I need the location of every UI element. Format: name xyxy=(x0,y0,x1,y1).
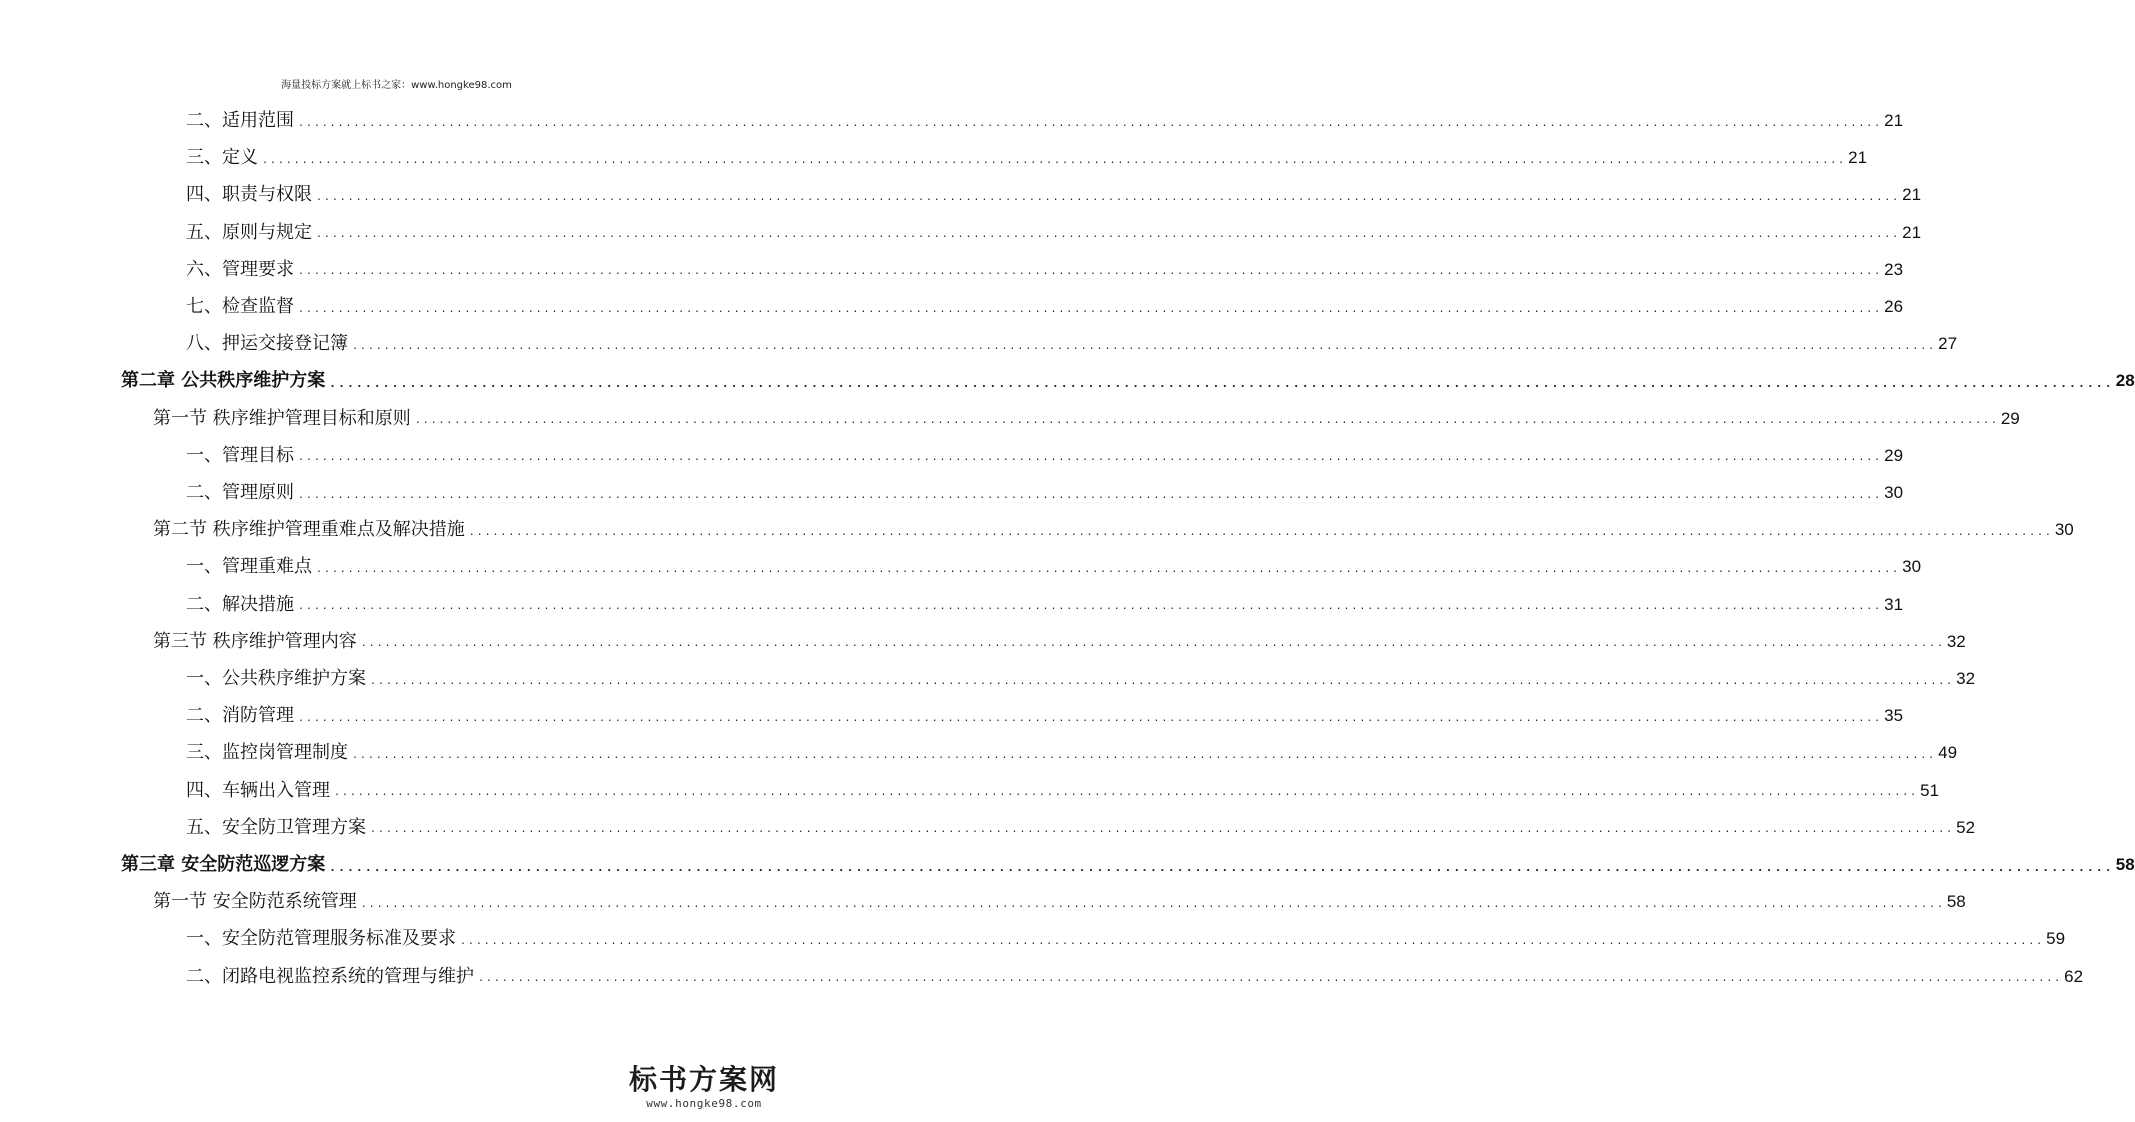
toc-leader-dots: ........................................................................................................................................................................................................ xyxy=(298,489,1883,501)
toc-entry-page: 32 xyxy=(1956,669,1976,688)
toc-entry[interactable] xyxy=(153,623,1966,660)
toc-entry[interactable] xyxy=(186,102,1904,139)
toc-entry-label: 二、解决措施 xyxy=(186,593,294,615)
toc-entry[interactable] xyxy=(186,548,1922,585)
toc-leader-dots: ........................................................................................................................................................................................................ xyxy=(370,824,1955,836)
page-header: 海量投标方案就上标书之家：www.hongke98.com xyxy=(281,80,512,91)
toc-entry[interactable] xyxy=(186,474,1904,511)
toc-entry[interactable] xyxy=(153,511,2074,548)
toc-entry[interactable] xyxy=(153,883,1966,920)
toc-entry[interactable] xyxy=(121,846,2135,883)
toc-leader-dots: ........................................................................................................................................................................................................ xyxy=(316,229,1901,241)
toc-entry-label: 一、管理目标 xyxy=(186,444,294,466)
toc-entry-label: 三、监控岗管理制度 xyxy=(186,742,348,764)
toc-entry-label: 二、消防管理 xyxy=(186,705,294,727)
toc-entry-page: 49 xyxy=(1938,743,1958,763)
toc-entry-label: 第一节 秩序维护管理目标和原则 xyxy=(153,407,411,429)
toc-entry-page: 32 xyxy=(1946,631,1966,651)
toc-entry-label: 第二章 公共秩序维护方案 xyxy=(121,370,326,392)
toc-entry[interactable] xyxy=(186,325,1958,362)
toc-entry[interactable] xyxy=(121,362,2135,399)
toc-entry[interactable] xyxy=(153,400,2020,437)
toc-entry-page: 30 xyxy=(1884,483,1904,502)
toc-leader-dots: ........................................................................................................................................................................................................ xyxy=(316,563,1901,575)
toc-entry-page: 30 xyxy=(1902,557,1922,577)
toc-leader-dots: ........................................................................................................................................................................................................ xyxy=(262,154,1847,166)
toc-entry-page: 26 xyxy=(1884,297,1904,316)
toc-entry-page: 23 xyxy=(1884,259,1904,279)
toc-entry-label: 六、管理要求 xyxy=(186,258,294,280)
toc-entry-page: 59 xyxy=(2046,929,2066,949)
brand-name: 标书方案网 xyxy=(629,1063,780,1096)
toc-entry-page: 52 xyxy=(1956,817,1976,837)
toc-entry[interactable] xyxy=(186,586,1904,623)
toc-entry[interactable] xyxy=(186,958,2084,995)
toc-leader-dots: ........................................................................................................................................................................................................ xyxy=(352,749,1937,761)
toc-entry-label: 二、闭路电视监控系统的管理与维护 xyxy=(186,965,474,987)
toc-leader-dots: ........................................................................................................................................................................................................ xyxy=(370,675,1955,687)
toc-entry[interactable] xyxy=(186,288,1904,325)
toc-leader-dots: ........................................................................................................................................................................................................ xyxy=(329,860,2114,874)
toc-entry-label: 八、押运交接登记簿 xyxy=(186,333,348,355)
toc-entry-label: 四、职责与权限 xyxy=(186,184,312,206)
toc-entry-label: 二、适用范围 xyxy=(186,110,294,131)
toc-leader-dots: ........................................................................................................................................................................................................ xyxy=(329,376,2114,390)
toc-leader-dots: ........................................................................................................................................................................................................ xyxy=(478,973,2063,985)
toc-leader-dots: ........................................................................................................................................................................................................ xyxy=(298,303,1883,315)
toc-leader-dots: ........................................................................................................................................................................................................ xyxy=(460,935,2045,947)
brand-watermark xyxy=(629,1063,779,1110)
toc-entry-page: 21 xyxy=(1884,111,1904,130)
toc-entry-label: 三、定义 xyxy=(186,147,258,169)
toc-leader-dots: ........................................................................................................................................................................................................ xyxy=(414,415,1999,427)
toc-leader-dots: ........................................................................................................................................................................................................ xyxy=(316,191,1901,203)
toc-entry[interactable] xyxy=(186,214,1922,251)
toc-entry-label: 七、检查监督 xyxy=(186,296,294,317)
toc-entry[interactable] xyxy=(186,176,1922,213)
toc-entry-page: 30 xyxy=(2054,520,2074,540)
toc-entry-page: 51 xyxy=(1920,780,1940,800)
toc-entry-page: 21 xyxy=(1902,185,1922,205)
toc-leader-dots: ........................................................................................................................................................................................................ xyxy=(298,452,1883,464)
toc-leader-dots: ........................................................................................................................................................................................................ xyxy=(334,787,1919,799)
toc-entry-label: 四、车辆出入管理 xyxy=(186,779,330,801)
toc-leader-dots: ........................................................................................................................................................................................................ xyxy=(360,638,1945,650)
toc-entry[interactable] xyxy=(186,809,1976,846)
toc-entry-page: 28 xyxy=(2115,371,2135,391)
toc-entry-page: 58 xyxy=(2115,855,2135,874)
brand-url: www.hongke98.com xyxy=(646,1097,762,1110)
toc-entry-label: 五、原则与规定 xyxy=(186,221,312,243)
toc-entry-page: 29 xyxy=(2000,408,2020,428)
toc-entry[interactable] xyxy=(186,772,1940,809)
toc-entry-label: 第一节 安全防范系统管理 xyxy=(153,891,357,913)
toc-entry-label: 五、安全防卫管理方案 xyxy=(186,816,366,838)
toc-entry[interactable] xyxy=(186,920,2066,957)
toc-entry[interactable] xyxy=(186,251,1904,288)
toc-entry-page: 35 xyxy=(1884,706,1904,726)
toc-entry-label: 第二节 秩序维护管理重难点及解决措施 xyxy=(153,519,465,541)
toc-entry-page: 58 xyxy=(1946,892,1966,912)
toc-leader-dots: ........................................................................................................................................................................................................ xyxy=(298,712,1883,724)
toc-entry-page: 21 xyxy=(1902,222,1922,242)
toc-leader-dots: ........................................................................................................................................................................................................ xyxy=(298,117,1883,129)
toc-entry-label: 二、管理原则 xyxy=(186,482,294,503)
toc-leader-dots: ........................................................................................................................................................................................................ xyxy=(468,526,2053,538)
toc-leader-dots: ........................................................................................................................................................................................................ xyxy=(360,898,1945,910)
toc-entry[interactable] xyxy=(186,139,1868,176)
toc-entry-label: 第三章 安全防范巡逻方案 xyxy=(121,854,326,875)
toc-entry-page: 27 xyxy=(1938,334,1958,354)
toc-entry-label: 一、管理重难点 xyxy=(186,556,312,578)
toc-entry-page: 31 xyxy=(1884,594,1904,614)
toc-entry-page: 29 xyxy=(1884,445,1904,465)
toc-entry-page: 21 xyxy=(1848,148,1868,168)
toc-entry[interactable] xyxy=(186,697,1904,734)
toc-entry-label: 一、公共秩序维护方案 xyxy=(186,668,366,689)
toc-leader-dots: ........................................................................................................................................................................................................ xyxy=(352,340,1937,352)
toc-leader-dots: ........................................................................................................................................................................................................ xyxy=(298,266,1883,278)
toc-entry-label: 一、安全防范管理服务标准及要求 xyxy=(186,928,456,950)
toc-entry[interactable] xyxy=(186,734,1958,771)
toc-entry-page: 62 xyxy=(2064,966,2084,986)
toc-entry-label: 第三节 秩序维护管理内容 xyxy=(153,630,357,652)
toc-entry[interactable] xyxy=(186,437,1904,474)
toc-entry[interactable] xyxy=(186,660,1976,697)
toc-leader-dots: ........................................................................................................................................................................................................ xyxy=(298,601,1883,613)
